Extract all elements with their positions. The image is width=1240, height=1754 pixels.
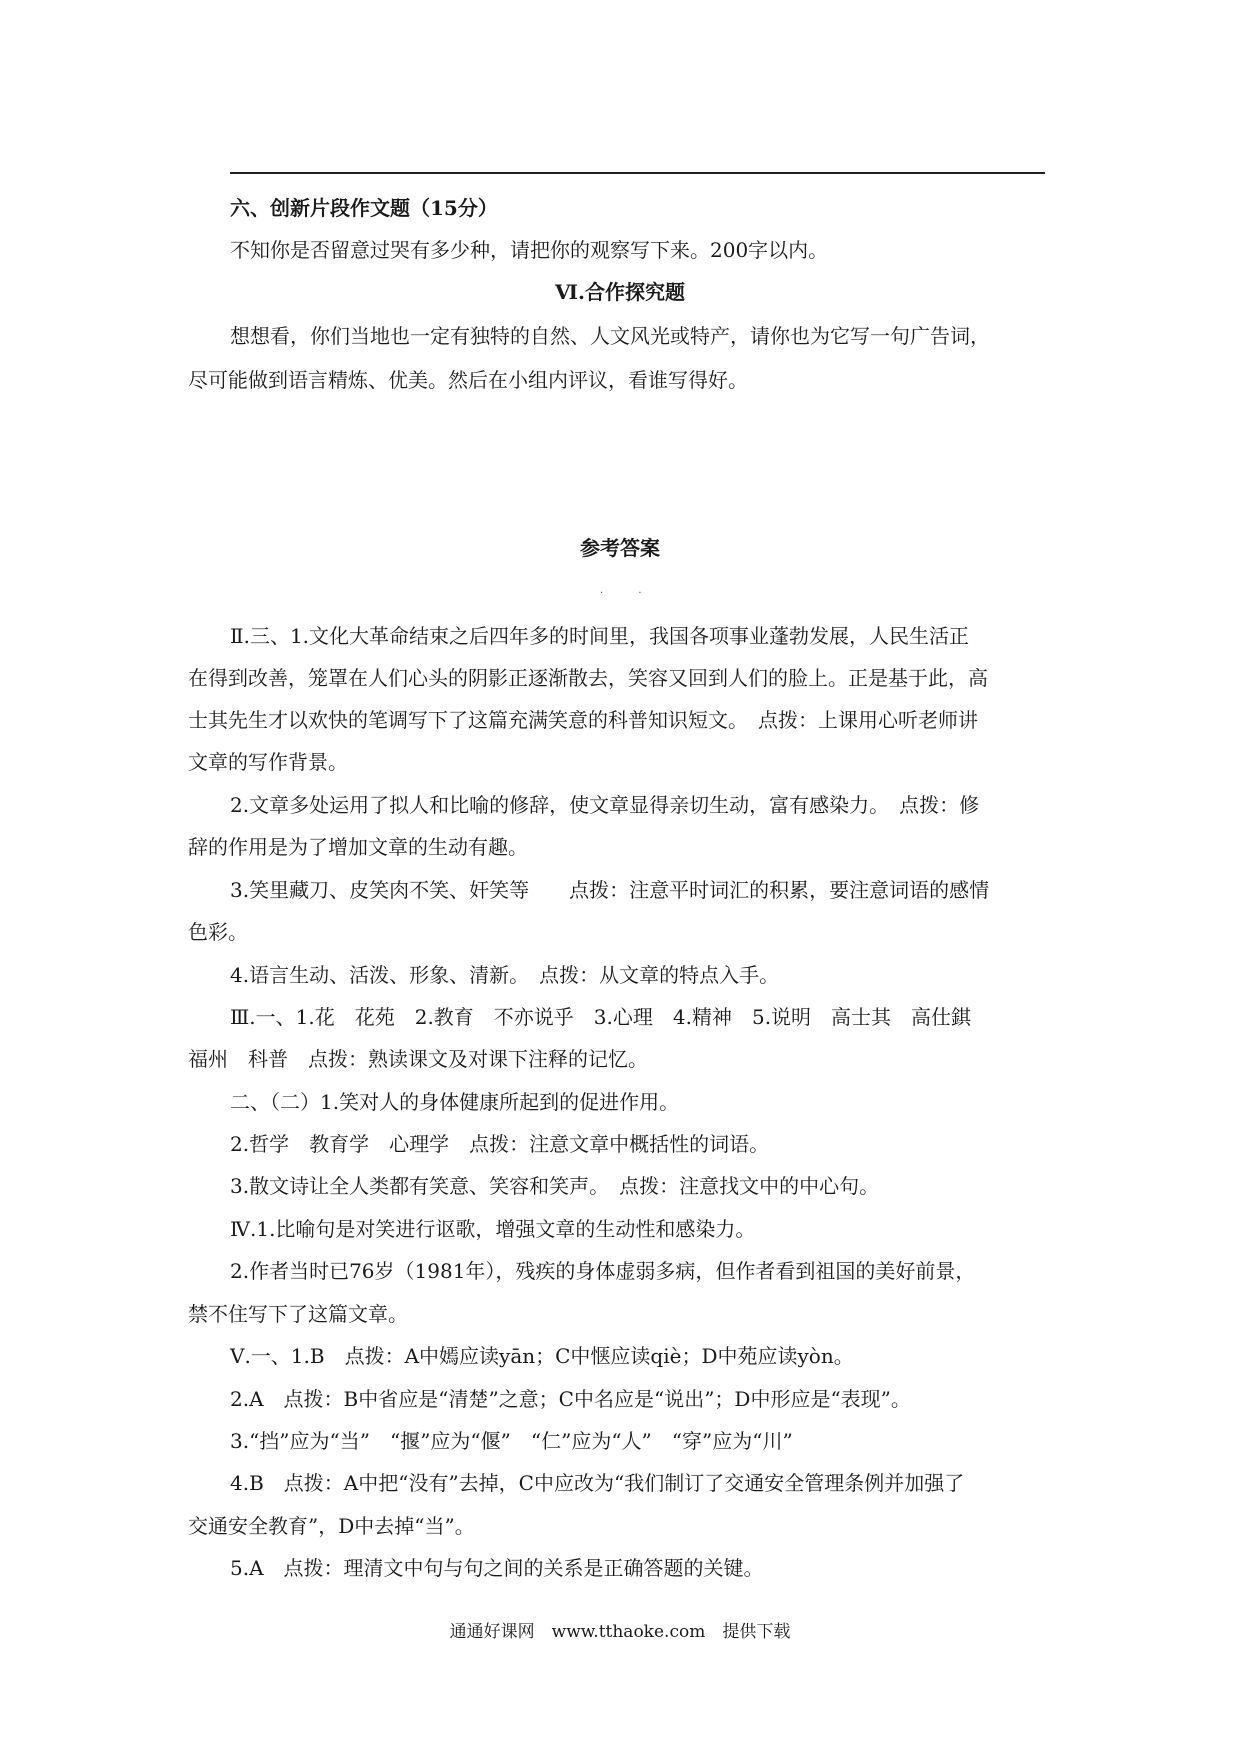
answer-line: 4.语言生动、活泼、形象、清新。 点拨：从文章的特点入手。 — [230, 963, 780, 987]
top-rule — [230, 172, 1045, 174]
page-footer: 通通好课网 www.tthaoke.com 提供下载 — [449, 1622, 791, 1642]
section-vi-heading: Ⅵ.合作探究题 — [555, 280, 685, 304]
answer-line: 禁不住写下了这篇文章。 — [188, 1302, 408, 1326]
section-vi-line-2: 尽可能做到语言精炼、优美。然后在小组内评议，看谁写得好。 — [188, 368, 748, 392]
answer-line: 2.作者当时已76岁（1981年），残疾的身体虚弱多病，但作者看到祖国的美好前景， — [230, 1259, 976, 1283]
answer-line: 3.“挡”应为“当” “揠”应为“偃” “仁”应为“人” “穿”应为“川” — [230, 1429, 793, 1453]
answer-line: 5.A 点拨：理清文中句与句之间的关系是正确答题的关键。 — [230, 1556, 764, 1580]
answer-line: 2.A 点拨：B中省应是“清楚”之意；C中名应是“说出”；D中形应是“表现”。 — [230, 1387, 911, 1411]
section-six-heading: 六、创新片段作文题（15分） — [230, 196, 498, 220]
answer-line: 二、（二）1.笑对人的身体健康所起到的促进作用。 — [230, 1090, 680, 1114]
answer-line: Ⅴ.一、1.B 点拨：A中嫣应读yān；C中惬应读qiè；D中苑应读yòn。 — [230, 1344, 854, 1368]
answer-line: Ⅱ.三、1.文化大革命结束之后四年多的时间里，我国各项事业蓬勃发展，人民生活正 — [230, 624, 970, 648]
section-six-text: 不知你是否留意过哭有多少种，请把你的观察写下来。200字以内。 — [230, 238, 829, 262]
answers-dots: · · — [600, 588, 658, 599]
answer-line: 福州 科普 点拨：熟读课文及对课下注释的记忆。 — [188, 1047, 648, 1071]
section-vi-line-1: 想想看，你们当地也一定有独特的自然、人文风光或特产，请你也为它写一句广告词， — [230, 324, 990, 348]
answer-line: 交通安全教育”，D中去掉“当”。 — [188, 1514, 475, 1538]
answer-line: 文章的写作背景。 — [188, 750, 348, 774]
answer-line: 3.笑里藏刀、皮笑肉不笑、奸笑等 点拨：注意平时词汇的积累，要注意词语的感情 — [230, 878, 990, 902]
answer-line: 辞的作用是为了增加文章的生动有趣。 — [188, 835, 528, 859]
answers-title: 参考答案 — [580, 536, 660, 560]
answer-line: 4.B 点拨：A中把“没有”去掉，C中应改为“我们制订了交通安全管理条例并加强了 — [230, 1471, 965, 1495]
answer-line: Ⅲ.一、1.花 花苑 2.教育 不亦说乎 3.心理 4.精神 5.说明 高士其 高仕錤 — [230, 1005, 972, 1029]
answer-line: 在得到改善，笼罩在人们心头的阴影正逐渐散去，笑容又回到人们的脸上。正是基于此，高 — [188, 666, 988, 690]
answer-line: 士其先生才以欢快的笔调写下了这篇充满笑意的科普知识短文。 点拨：上课用心听老师讲 — [188, 708, 978, 732]
answer-line: Ⅳ.1.比喻句是对笑进行讴歌，增强文章的生动性和感染力。 — [230, 1217, 756, 1241]
answer-line: 色彩。 — [188, 920, 248, 944]
answer-line: 2.文章多处运用了拟人和比喻的修辞，使文章显得亲切生动，富有感染力。 点拨：修 — [230, 793, 980, 817]
answer-line: 2.哲学 教育学 心理学 点拨：注意文章中概括性的词语。 — [230, 1132, 770, 1156]
answer-line: 3.散文诗让全人类都有笑意、笑容和笑声。 点拨：注意找文中的中心句。 — [230, 1174, 880, 1198]
